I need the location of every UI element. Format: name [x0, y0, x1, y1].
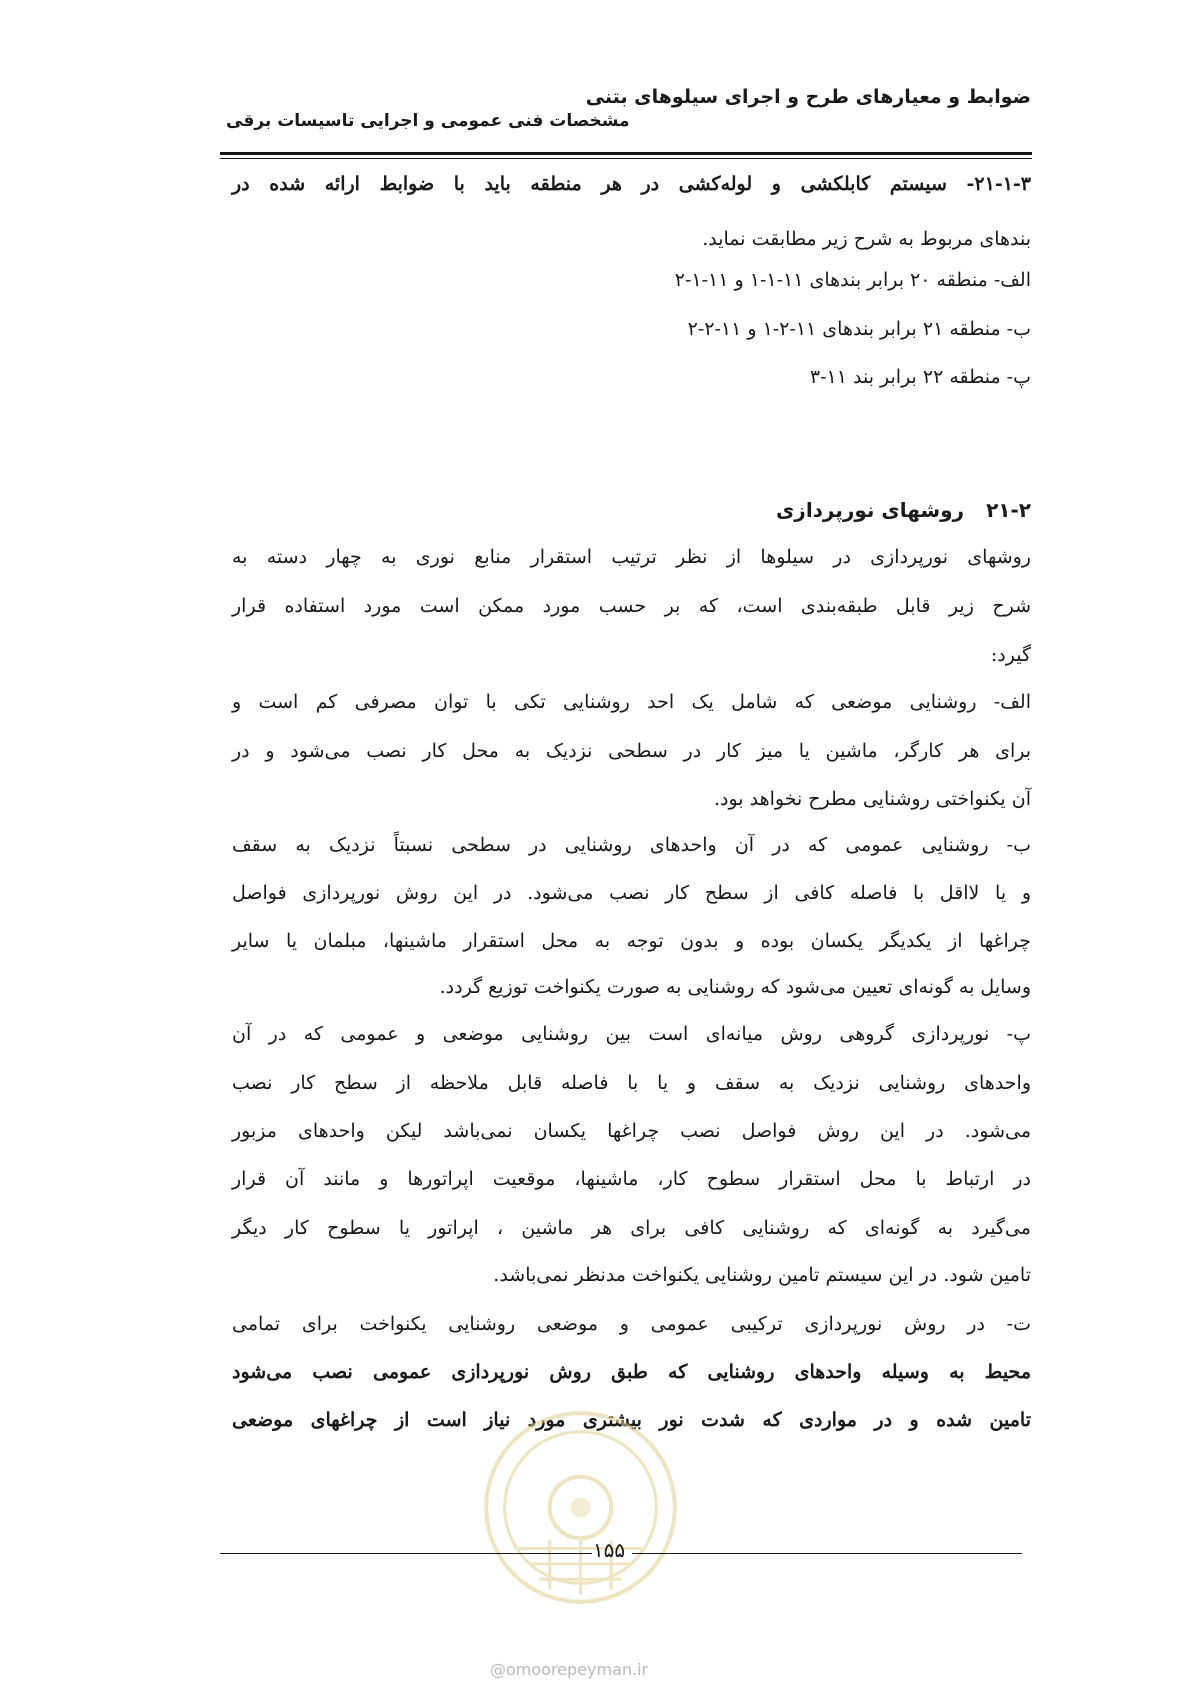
body-line: ت- در روش نورپردازی ترکیبی عمومی و موضعی روشنایی یکنواخت برای تمامی — [232, 1313, 1031, 1335]
body-line: شرح زیر قابل طبقه‌بندی است، که بر حسب مورد ممکن است مورد استفاده قرار — [232, 595, 1031, 617]
body-line: برای هر کارگر، ماشین یا میز کار در سطحی نزدیک به محل کار نصب می‌شود و در — [232, 740, 1031, 762]
body-line: وسایل به گونه‌ای تعیین می‌شود که روشنایی به صورت یکنواخت توزیع گردد. — [439, 976, 1031, 998]
body-line: تامین شده و در مواردی که شدت نور بیشتری مورد نیاز است از چراغهای موضعی — [232, 1409, 1031, 1431]
body-line: گیرد: — [990, 644, 1031, 666]
body-line: ب- روشنایی عمومی که در آن واحدهای روشنایی در سطحی نسبتاً نزدیک به سقف — [232, 834, 1031, 856]
clause-item: الف- منطقه ۲۰ برابر بندهای ۱۱-۱-۱ و ۱۱-۱-۲ — [674, 269, 1031, 291]
page-number: ۱۵۵ — [592, 1538, 626, 1562]
body-line: می‌گیرد به گونه‌ای که روشنایی کافی برای هر ماشین ، اپراتور یا سطوح کار دیگر — [232, 1217, 1031, 1239]
body-line: روشهای نورپردازی در سیلوها از نظر ترتیب استقرار منابع نوری به چهار دسته به — [232, 546, 1031, 568]
section-number: ۲۱-۲ — [986, 498, 1031, 522]
body-line: چراغها از یکدیگر یکسان بوده و بدون توجه به محل استقرار ماشینها، مبلمان یا سایر — [232, 930, 1031, 952]
body-line: آن یکنواختی روشنایی مطرح نخواهد بود. — [713, 788, 1031, 810]
body-line: واحدهای روشنایی نزدیک به سقف و یا با فاصله قابل ملاحظه از سطح کار نصب — [232, 1072, 1031, 1094]
watermark-text: @omoorepeyman.ir — [490, 1660, 649, 1679]
section-title: روشهای نورپردازی — [775, 498, 965, 522]
section-heading — [776, 498, 1031, 522]
body-line: تامین شود. در این سیستم تامین روشنایی یکنواخت مدنظر نمی‌باشد. — [493, 1264, 1031, 1286]
header-rule-thick — [220, 152, 1032, 155]
body-line: می‌شود. در این روش فواصل نصب چراغها یکسان نمی‌باشد لیکن واحدهای مزبور — [232, 1120, 1031, 1142]
body-line: پ- نورپردازی گروهی روش میانه‌ای است بین روشنایی موضعی و عمومی که در آن — [232, 1023, 1031, 1045]
clause-item: ب- منطقه ۲۱ برابر بندهای ۱۱-۲-۱ و ۱۱-۲-۲ — [687, 318, 1031, 340]
running-header-subtitle: مشخصات فنی عمومی و اجرایی تاسیسات برقی — [226, 111, 630, 131]
watermark-seal-icon — [478, 1405, 683, 1610]
clause-line: بندهای مربوط به شرح زیر مطابقت نماید. — [702, 228, 1031, 250]
clause-line: ۲۱-۱-۳- سیستم کابلکشی و لوله‌کشی در هر منطقه باید با ضوابط ارائه شده در — [232, 173, 1031, 195]
body-line: الف- روشنایی موضعی که شامل یک احد روشنایی تکی با توان مصرفی کم است و — [232, 691, 1031, 713]
body-line: و یا لااقل با فاصله کافی از سطح کار نصب می‌شود. در این روش نورپردازی فواصل — [232, 882, 1031, 904]
body-line: در ارتباط با محل استقرار سطوح کار، ماشینها، موقعیت اپراتورها و مانند آن قرار — [232, 1168, 1031, 1190]
body-line: محیط به وسیله واحدهای روشنایی که طبق روش نورپردازی عمومی نصب می‌شود — [232, 1361, 1031, 1383]
header-rule-thin — [220, 158, 1032, 159]
footer-rule-right — [632, 1553, 1022, 1554]
running-header-title: ضوابط و معیارهای طرح و اجرای سیلوهای بتنی — [585, 86, 1031, 108]
footer-rule-left — [220, 1553, 592, 1554]
clause-item: پ- منطقه ۲۲ برابر بند ۱۱-۳ — [809, 366, 1031, 388]
